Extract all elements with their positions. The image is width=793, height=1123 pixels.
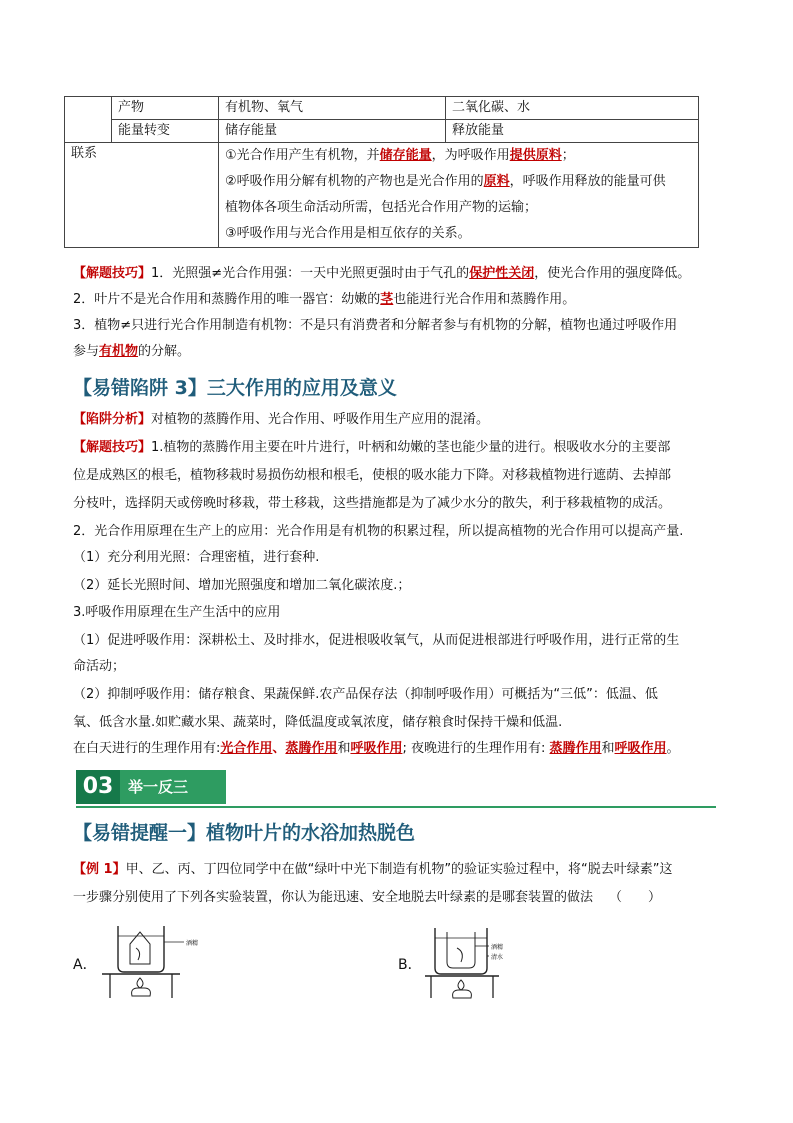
apparatus-b-text-2: 清水 [491,954,504,961]
table-cell: 联系 [65,143,219,248]
table-row [65,120,699,143]
tip-line: 命活动； [73,659,126,674]
section-title: 举一反三 [128,778,189,796]
example-line: 【例 1】甲、乙、丙、丁四位同学中在做“绿叶中光下制造有机物”的验证实验过程中，将“脱去叶绿素”这 [73,862,673,877]
table-text: ③呼吸作用与光合作用是相互依存的关系。 [225,226,471,241]
section-number: 03 [76,770,120,804]
table-cell: 二氧化碳、水 [446,97,699,120]
apparatus-a-illustration [100,918,210,1003]
table-cell: 储存能量 [219,120,446,143]
table-cell: 有机物、氧气 [219,97,446,120]
table-cell [65,97,112,143]
table-cell [219,143,699,248]
table-text: ②呼吸作用分解有机物的产物也是光合作用的原料，呼吸作用释放的能量可供 [225,174,666,189]
tip-line: （1）充分利用光照：合理密植，进行套种. [73,550,320,565]
table-cell: 产物 [112,97,219,120]
divider [76,806,716,808]
tip-line: （2）抑制呼吸作用：储存粮食、果蔬保鲜.农产品保存法（抑制呼吸作用）可概括为“三低”：低温、低 [73,687,658,702]
comparison-table [64,96,699,248]
analysis-line: 【陷阱分析】对植物的蒸腾作用、光合作用、呼吸作用生产应用的混淆。 [73,412,490,427]
table-cell: 能量转变 [112,120,219,143]
tip-line: 3.呼吸作用原理在生产生活中的应用 [73,605,281,620]
tip-line: 2．叶片不是光合作用和蒸腾作用的唯一器官：幼嫩的茎也能进行光合作用和蒸腾作用。 [73,292,576,307]
apparatus-b-text-1: 酒精 [491,944,504,951]
section-banner [76,770,226,804]
tip-line: 分枝叶，选择阴天或傍晚时移栽，带土移栽，这些措施都是为了减少水分的散失，利于移栽植物的成活。 [73,496,672,511]
tip-line: 在白天进行的生理作用有:光合作用、蒸腾作用和呼吸作用; 夜晚进行的生理作用有: 蒸腾作用和呼吸作用。 [73,741,680,756]
option-a-label: A． [73,957,97,973]
tip-line: （1）促进呼吸作用：深耕松土、及时排水，促进根吸收氧气，从而促进根部进行呼吸作用，进行正常的生 [73,633,680,648]
tip-line: 2．光合作用原理在生产上的应用：光合作用是有机物的积累过程，所以提高植物的光合作用可以提高产量. [73,524,684,539]
table-text: 植物体各项生命活动所需，包括光合作用产物的运输； [225,200,538,215]
tip-line: 3．植物≠只进行光合作用制造有机物：不是只有消费者和分解者参与有机物的分解，植物也通过呼吸作用 [73,318,678,333]
example-line: 一步骤分别使用了下列各实验装置，你认为能迅速、安全地脱去叶绿素的是哪套装置的做法 （ ） [73,890,662,905]
tip-line: 氧、低含水量.如贮藏水果、蔬菜时，降低温度或氧浓度，储存粮食时保持干燥和低温. [73,715,563,730]
table-row [65,97,699,120]
tip-line: 【解题技巧】1.植物的蒸腾作用主要在叶片进行，叶柄和幼嫩的茎也能少量的进行。根吸收水分的主要部 [73,440,671,455]
section-heading: 【易错陷阱 3】三大作用的应用及意义 [73,377,397,399]
option-b-label: B． [398,957,422,973]
table-cell: 释放能量 [446,120,699,143]
section-heading: 【易错提醒一】植物叶片的水浴加热脱色 [73,822,416,844]
tip-line: 【解题技巧】1．光照强≠光合作用强：一天中光照更强时由于气孔的保护性关闭，使光合作用的强度降低。 [73,266,691,281]
apparatus-a-text: 酒精 [186,940,199,947]
tip-line: 位是成熟区的根毛，植物移栽时易损伤幼根和根毛，使根的吸水能力下降。对移栽植物进行遮荫、去掉部 [73,468,672,483]
table-text: ①光合作用产生有机物，并储存能量，为呼吸作用提供原料； [225,148,575,163]
table-row [65,143,699,248]
apparatus-b-illustration [425,918,535,1003]
tip-line: 参与有机物的分解。 [73,344,191,359]
tip-line: （2）延长光照时间、增加光照强度和增加二氧化碳浓度.； [73,578,411,593]
